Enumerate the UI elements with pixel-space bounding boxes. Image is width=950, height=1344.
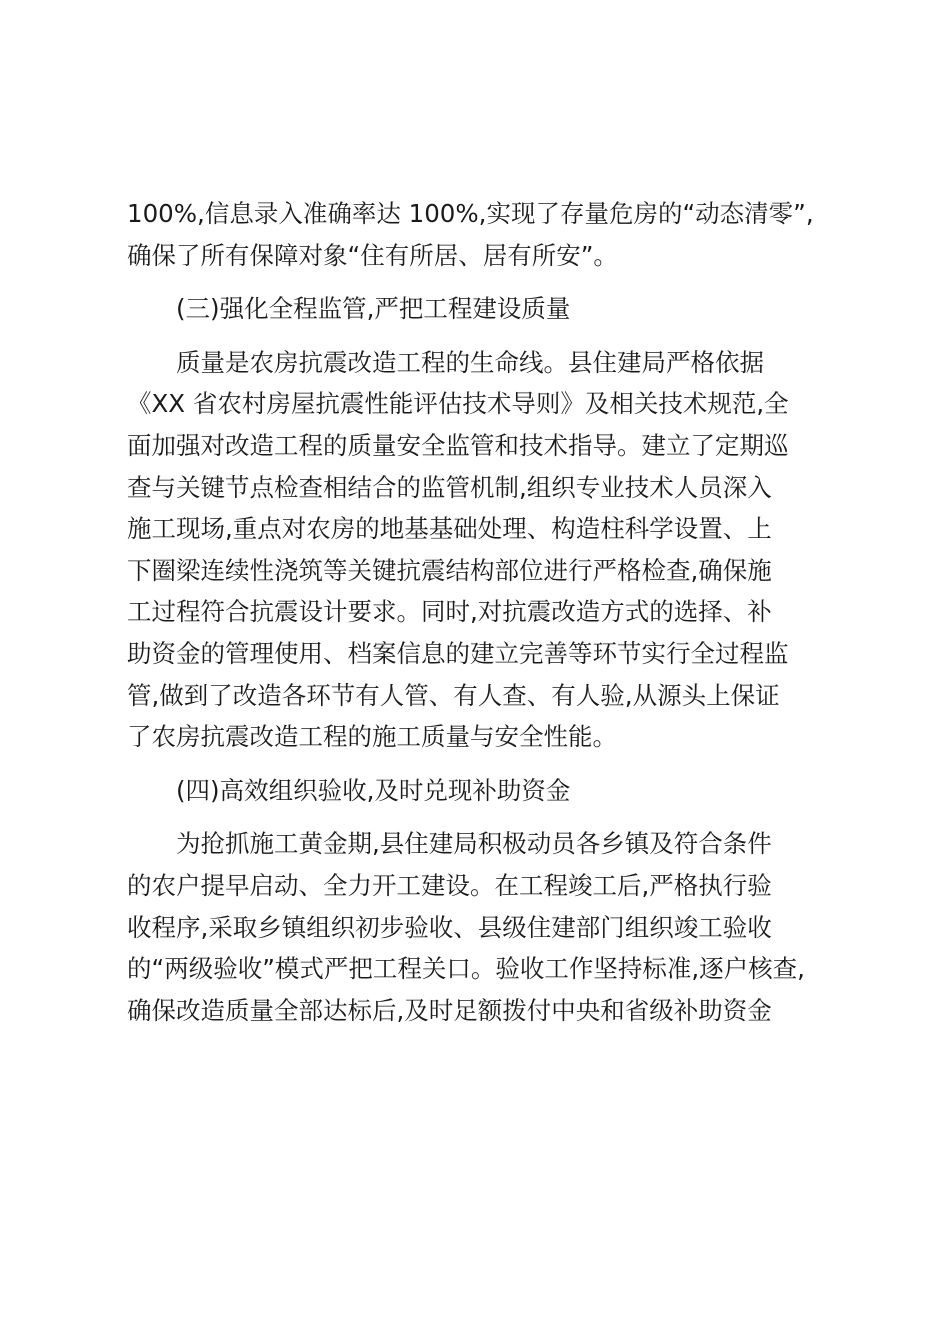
text-line: 工过程符合抗震设计要求。同时,对抗震改造方式的选择、补 <box>127 597 772 627</box>
text-line: 下圈梁连续性浇筑等关键抗震结构部位进行严格检查,确保施 <box>127 555 772 585</box>
text-line: 收程序,采取乡镇组织初步验收、县级住建部门组织竣工验收 <box>127 912 772 942</box>
text-line: 确保改造质量全部达标后,及时足额拨付中央和省级补助资金 <box>127 995 772 1025</box>
text-line: 了农房抗震改造工程的施工质量与安全性能。 <box>127 722 617 752</box>
text-line: 确保了所有保障对象“住有所居、居有所安”。 <box>127 240 618 270</box>
section-heading-3: (三)强化全程监管,严把工程建设质量 <box>176 294 571 324</box>
text-line: 《XX 省农村房屋抗震性能评估技术导则》及相关技术规范,全 <box>127 389 789 419</box>
text-line: 为抢抓施工黄金期,县住建局积极动员各乡镇及符合条件 <box>176 829 772 859</box>
text-line: 助资金的管理使用、档案信息的建立完善等环节实行全过程监 <box>127 638 789 668</box>
paragraph-gap <box>127 811 827 823</box>
text-line: 管,做到了改造各环节有人管、有人查、有人验,从源头上保证 <box>127 680 780 710</box>
paragraph-gap <box>127 276 827 288</box>
section-heading-4: (四)高效组织验收,及时兑现补助资金 <box>176 775 571 805</box>
text-line: 质量是农房抗震改造工程的生命线。县住建局严格依据 <box>176 347 764 377</box>
text-line: 面加强对改造工程的质量安全监管和技术指导。建立了定期巡 <box>127 430 789 460</box>
text-line: 100%,信息录入准确率达 100%,实现了存量危房的“动态清零”, <box>127 199 814 228</box>
text-line: 施工现场,重点对农房的地基基础处理、构造柱科学设置、上 <box>127 514 772 544</box>
document-body <box>127 193 827 1031</box>
paragraph-gap <box>127 330 827 342</box>
paragraph-gap <box>127 758 827 770</box>
text-line: 查与关键节点检查相结合的监管机制,组织专业技术人员深入 <box>127 472 772 502</box>
text-line: 的“两级验收”模式严把工程关口。验收工作坚持标准,逐户核查, <box>127 954 805 984</box>
text-line: 的农户提早启动、全力开工建设。在工程竣工后,严格执行验 <box>127 870 772 900</box>
